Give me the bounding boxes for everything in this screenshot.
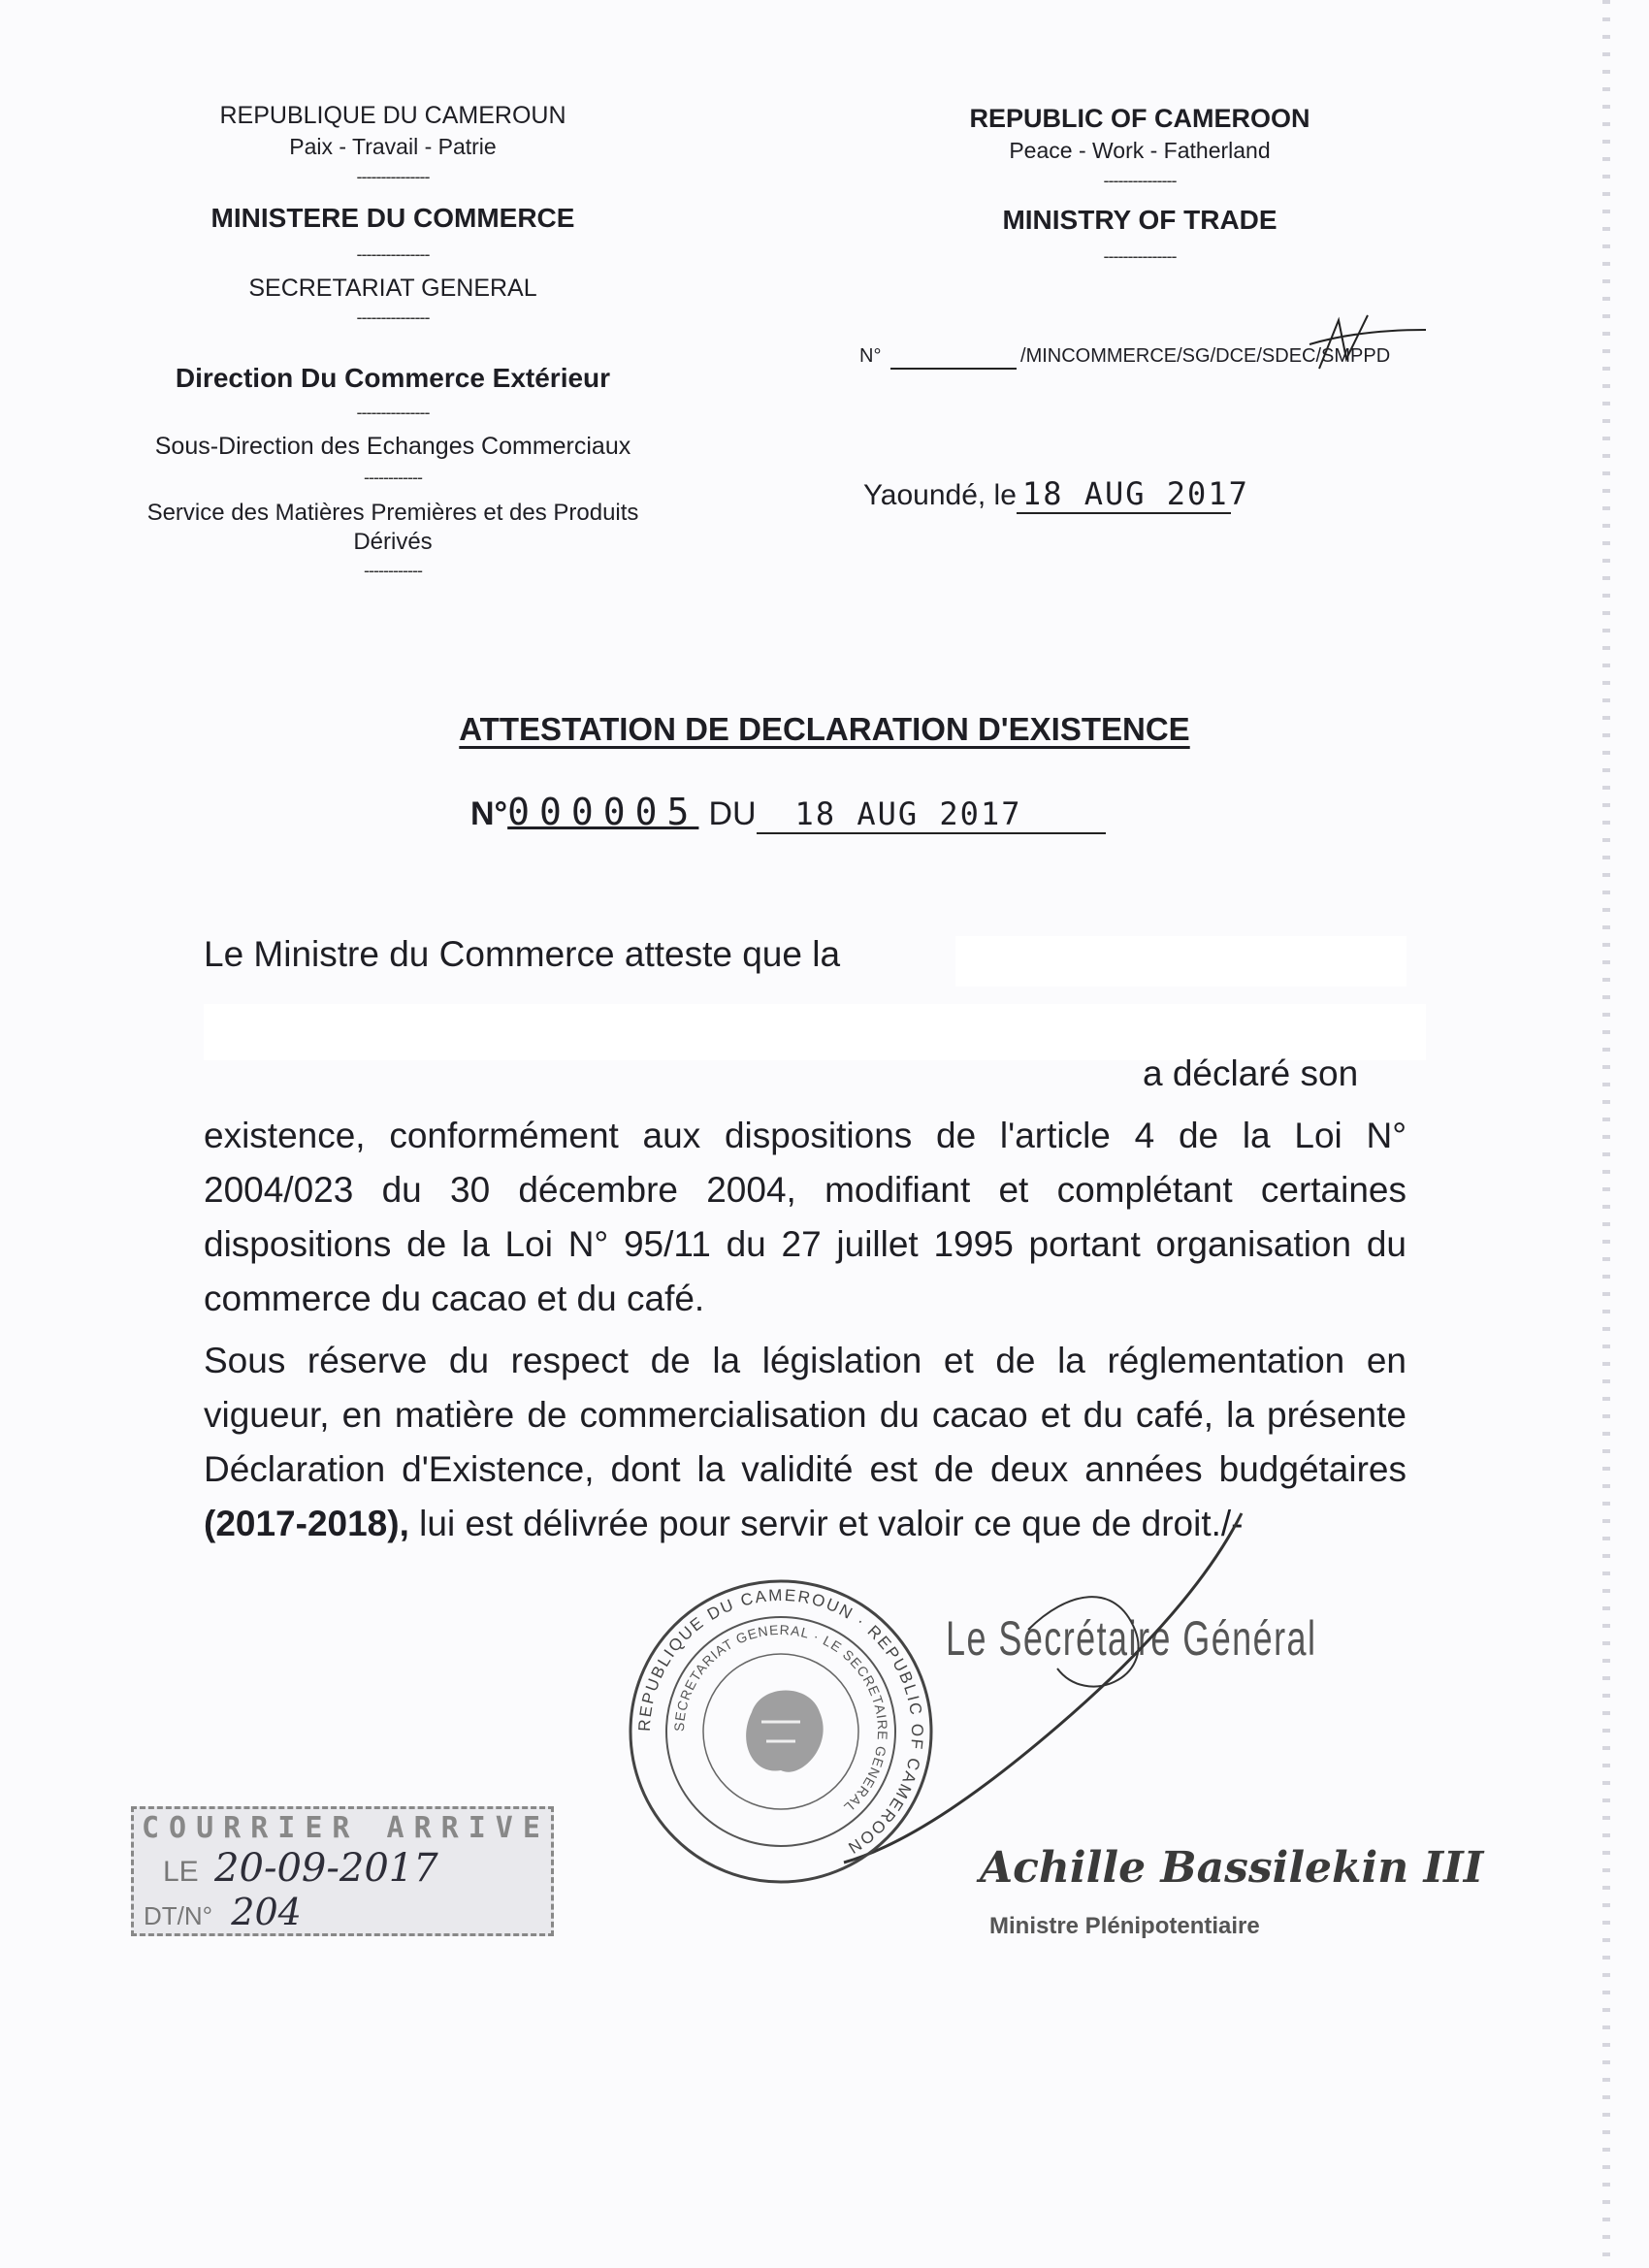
document-title-wrap — [0, 711, 1649, 748]
mail-stamp-date: 20-09-2017 — [214, 1846, 438, 1891]
separator: --------------- — [356, 244, 430, 264]
seal-inner-text: SECRETARIAT GENERAL · LE SECRETAIRE GENERAL — [670, 1621, 891, 1817]
place-prefix: Yaoundé, le — [863, 479, 1017, 511]
mail-stamp-date-label: LE — [163, 1856, 199, 1888]
signatory-role: Le Secrétaire Général — [946, 1611, 1317, 1666]
separator: --------------- — [1103, 171, 1177, 190]
left-sous-direction: Sous-Direction des Echanges Commerciaux — [154, 433, 631, 460]
number-prefix: N° — [470, 795, 508, 832]
redaction-box — [955, 936, 1406, 987]
ref-prefix: N° — [859, 345, 882, 367]
left-service-line2: Dérivés — [353, 529, 433, 555]
seal-outer-text: REPUBLIQUE DU CAMEROUN · REPUBLIC OF CAMEROON — [634, 1585, 927, 1859]
mail-stamp-num-label: DT/N° — [144, 1901, 213, 1930]
left-service-line1: Service des Matières Premières et des Produits — [146, 500, 639, 526]
ref-suffix: /MINCOMMERCE/SG/DCE/SDEC/SMPPD — [1020, 345, 1391, 367]
separator: ------------ — [364, 561, 422, 580]
separator: --------------- — [356, 167, 430, 186]
incoming-mail-stamp — [131, 1806, 554, 1936]
initials-scribble-icon — [1300, 301, 1436, 388]
date-stamp: 18 AUG 2017 — [1017, 475, 1231, 514]
mail-stamp-date-row — [163, 1846, 438, 1891]
document-title: ATTESTATION DE DECLARATION D'EXISTENCE — [459, 711, 1190, 747]
para2-text: Sous réserve du respect de la législation et de la réglementation en vigueur, en matière de commercialisation du cacao et du café, la présente Déclaration d'Existence, dont la validité est de deux années budgétaires — [204, 1341, 1406, 1489]
mail-stamp-label: COURRIER ARRIVE — [142, 1811, 550, 1845]
signatory-name: Achille Bassilekin III — [980, 1843, 1484, 1893]
para2-budget-years: (2017-2018), — [204, 1504, 409, 1543]
right-motto: Peace - Work - Fatherland — [1009, 138, 1271, 163]
signatory-title: Ministre Plénipotentiaire — [989, 1913, 1260, 1939]
body-line1: Le Ministre du Commerce atteste que la — [204, 934, 841, 974]
number-du: DU — [708, 795, 757, 832]
separator: ------------ — [364, 468, 422, 487]
body-paragraph-1: existence, conformément aux dispositions de l'article 4 de la Loi N° 2004/023 du 30 décembre 2004, modifiant et complétant certaines dispositions de la Loi N° 95/11 du 27 juillet 1995 portant organisation du commerce du cacao et du café. — [204, 1116, 1406, 1318]
redaction-box — [204, 1004, 1426, 1060]
left-country: REPUBLIQUE DU CAMEROUN — [219, 102, 566, 129]
number-line — [470, 791, 1106, 834]
left-secretariat: SECRETARIAT GENERAL — [248, 275, 537, 302]
left-motto: Paix - Travail - Patrie — [289, 134, 497, 159]
left-header — [58, 102, 728, 579]
mail-stamp-num-row — [144, 1891, 302, 1933]
right-country: REPUBLIC OF CAMEROON — [969, 104, 1310, 133]
right-ministry: MINISTRY OF TRADE — [1002, 205, 1277, 235]
left-ministry: MINISTERE DU COMMERCE — [210, 203, 575, 233]
body-line2-end: a déclaré son — [1143, 1053, 1359, 1093]
right-header — [907, 104, 1373, 265]
scan-edge — [1602, 0, 1610, 2268]
ref-blank — [890, 345, 1017, 370]
certificate-date: 18 AUG 2017 — [757, 795, 1106, 834]
separator: --------------- — [1103, 246, 1177, 266]
separator: --------------- — [356, 403, 430, 422]
left-direction: Direction Du Commerce Extérieur — [175, 363, 611, 393]
para2-end: lui est délivrée pour servir et valoir ce que de droit./- — [419, 1504, 1244, 1543]
separator: --------------- — [356, 308, 430, 327]
mail-stamp-number: 204 — [231, 1891, 302, 1933]
official-seal-icon — [626, 1576, 936, 1887]
certificate-number: 000005 — [507, 791, 699, 833]
place-date-line — [863, 475, 1249, 514]
